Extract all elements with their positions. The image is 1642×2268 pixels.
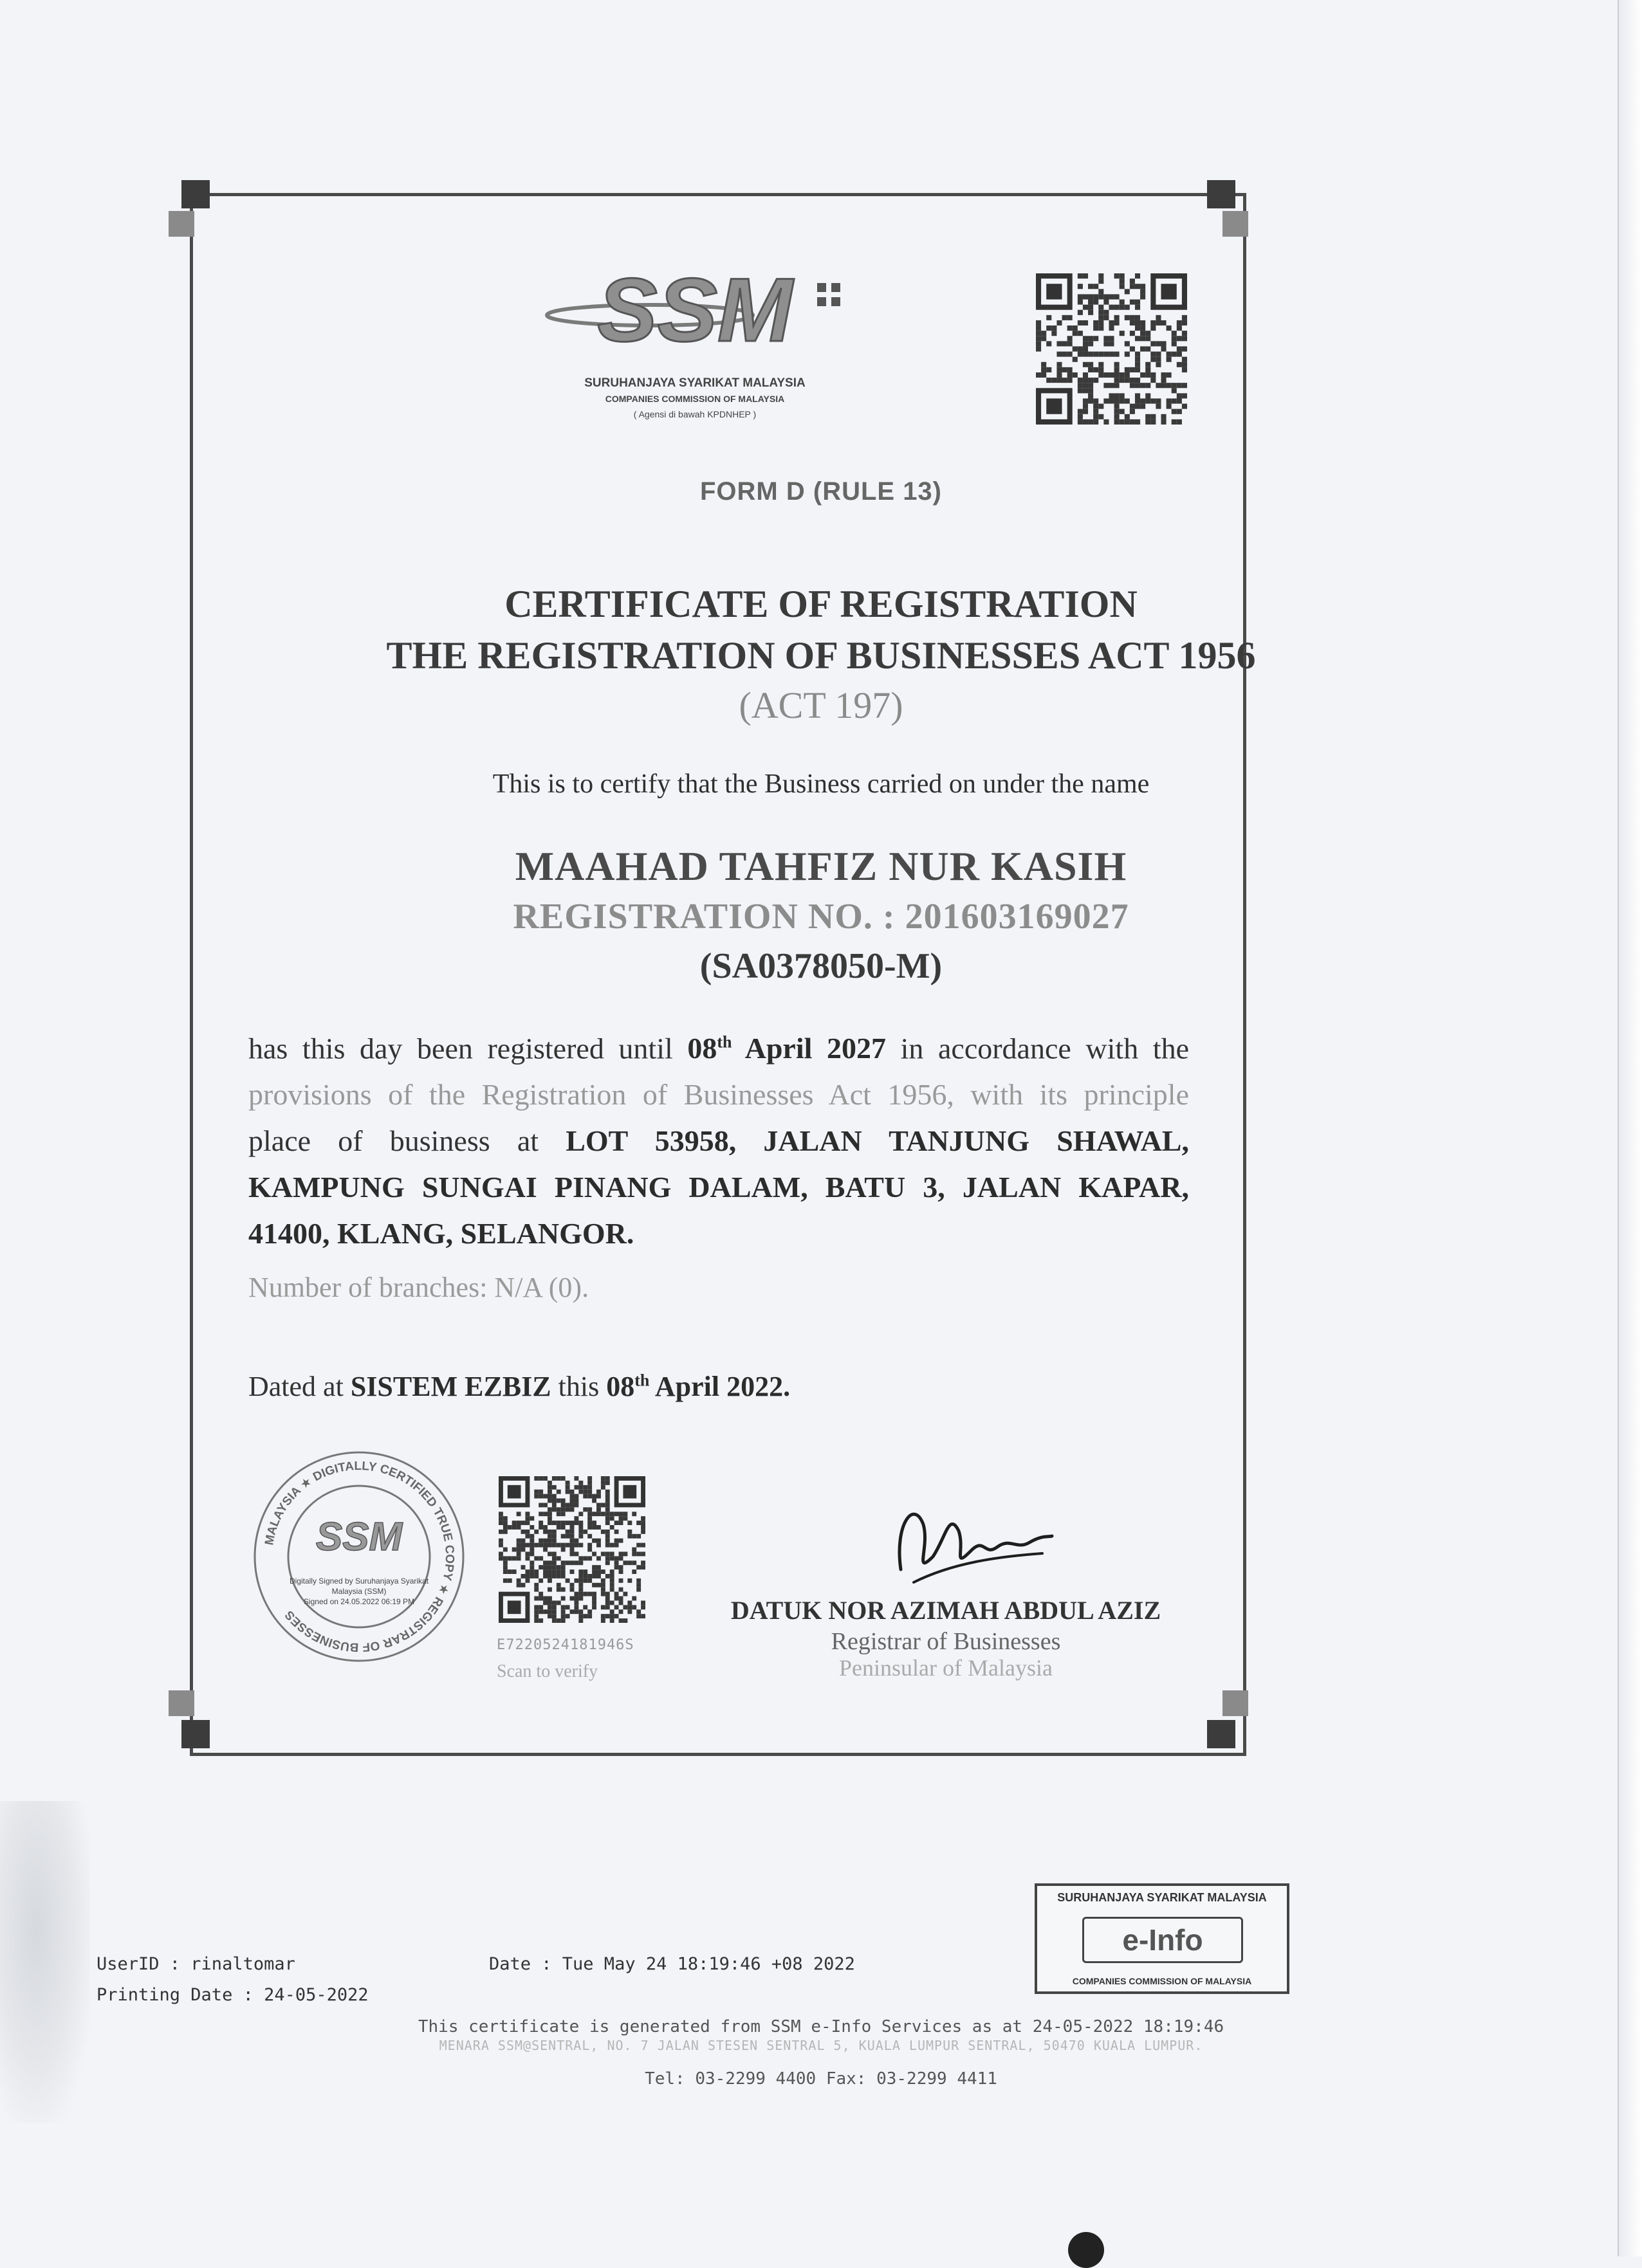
paragraph-line-5 <box>248 1211 1189 1257</box>
address-line-3: 41400, KLANG, SELANGOR. <box>248 1217 634 1250</box>
org-agency: ( Agensi di bawah KPDNHEP ) <box>633 409 757 419</box>
certificate-title: CERTIFICATE OF REGISTRATION <box>504 583 1138 625</box>
registrar-role: Registrar of Businesses <box>831 1628 1061 1655</box>
frame-corner-bottom-left <box>169 1690 228 1750</box>
form-label: FORM D (RULE 13) <box>700 477 942 506</box>
registrar-signature <box>888 1486 1055 1602</box>
user-id: UserID : rinaltomar <box>97 1954 295 1974</box>
certify-text: This is to certify that the Business carried on under the name <box>492 769 1150 799</box>
act-number: (ACT 197) <box>739 684 903 726</box>
e-info-org-en: COMPANIES COMMISSION OF MALAYSIA <box>1072 1976 1252 1986</box>
paragraph-line-3: place of business at LOT 53958, JALAN TANJUNG SHAWAL, <box>248 1124 1189 1158</box>
scan-caption: Scan to verify <box>497 1661 598 1681</box>
address-line-1: LOT 53958, JALAN TANJUNG SHAWAL, <box>566 1124 1189 1158</box>
frame-corner-top-left <box>169 180 228 239</box>
registration-number: REGISTRATION NO. : 201603169027 <box>513 897 1129 937</box>
seal-signed-line-2: Malaysia (SSM) <box>331 1587 387 1596</box>
frame-corner-top-right <box>1189 180 1248 239</box>
printing-date: Printing Date : 24-05-2022 <box>97 1985 369 2005</box>
old-registration-number: (SA0378050-M) <box>699 946 943 986</box>
paragraph-line-1: has this day been registered until 08th April 2027 in accordance with the <box>248 1032 1189 1065</box>
dated-place: SISTEM EZBIZ <box>350 1371 551 1402</box>
act-title: THE REGISTRATION OF BUSINESSES ACT 1956 <box>386 634 1256 677</box>
qr-code <box>1036 273 1187 428</box>
print-timestamp: Date : Tue May 24 18:19:46 +08 2022 <box>489 1954 855 1974</box>
e-info-brand: e-Info <box>1082 1917 1243 1963</box>
e-info-org: SURUHANJAYA SYARIKAT MALAYSIA <box>1057 1891 1267 1904</box>
seal-logo-text: SSM <box>315 1515 403 1559</box>
seal-signed-line-1: Digitally Signed by Suruhanjaya Syarikat <box>289 1577 429 1586</box>
paragraph-line-2: provisions of the Registration of Businesses Act 1956, with its principle <box>248 1078 1189 1111</box>
dated-line: Dated at SISTEM EZBIZ this 08th April 2022. <box>248 1371 791 1402</box>
registration-paragraph <box>248 1020 1189 1257</box>
seal-signed-line-3: Signed on 24.05.2022 06:19 PM <box>303 1597 415 1606</box>
scan-serial: E7220524181946S <box>497 1637 634 1653</box>
seal-ring-text: MALAYSIA ★ DIGITALLY CERTIFIED TRUE COPY ★ REGISTRAR OF BUSINESSES <box>263 1459 457 1654</box>
org-name-en: COMPANIES COMMISSION OF MALAYSIA <box>605 394 785 404</box>
generated-notice: This certificate is generated from SSM e-Info Services as at 24-05-2022 18:19:46 <box>418 2017 1224 2036</box>
org-name: SURUHANJAYA SYARIKAT MALAYSIA <box>584 376 806 390</box>
dated-date: April 2022. <box>654 1371 791 1402</box>
page-edge <box>1618 0 1642 2256</box>
expiry-date: April 2027 <box>744 1032 886 1065</box>
ssm-contact: Tel: 03-2299 4400 Fax: 03-2299 4411 <box>645 2069 997 2089</box>
registrar-area: Peninsular of Malaysia <box>839 1655 1053 1681</box>
e-info-stamp <box>1035 1883 1289 1994</box>
digital-seal <box>250 1447 468 1666</box>
registrar-name: DATUK NOR AZIMAH ABDUL AZIZ <box>730 1596 1161 1625</box>
branches-text: Number of branches: N/A (0). <box>248 1272 589 1303</box>
ssm-logo-text: SSM <box>597 259 793 360</box>
paragraph-line-4 <box>248 1164 1189 1211</box>
ssm-logo <box>540 257 849 431</box>
verification-qr-code <box>499 1476 645 1623</box>
address-line-2: KAMPUNG SUNGAI PINANG DALAM, BATU 3, JALAN KAPAR, <box>248 1171 1189 1204</box>
hole-punch <box>1068 2232 1104 2268</box>
business-name: MAAHAD TAHFIZ NUR KASIH <box>515 843 1127 889</box>
expiry-day: 08 <box>687 1032 717 1065</box>
ssm-address: MENARA SSM@SENTRAL, NO. 7 JALAN STESEN SENTRAL 5, KUALA LUMPUR SENTRAL, 50470 KUALA LUMPUR. <box>439 2038 1203 2053</box>
frame-corner-bottom-right <box>1189 1690 1248 1750</box>
